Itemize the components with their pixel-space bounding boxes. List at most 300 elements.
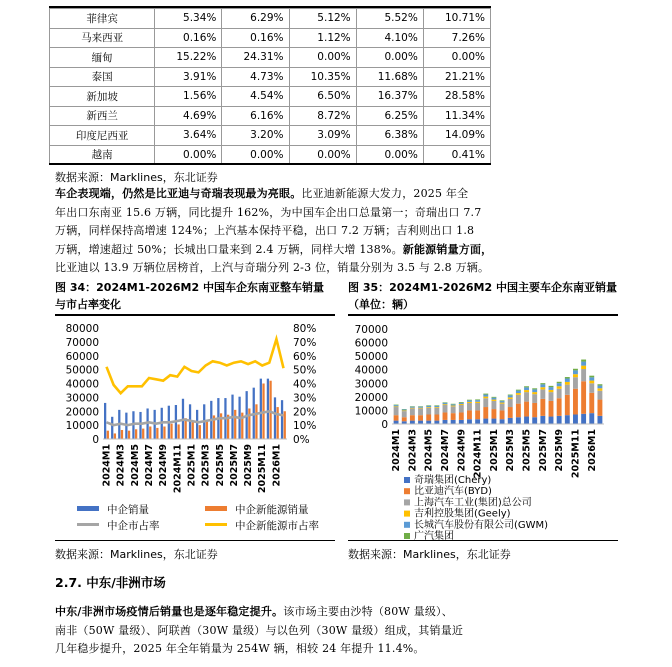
share-cell: 0.16% <box>155 28 222 48</box>
y-right-tick-label: 50% <box>293 364 317 377</box>
stacked-bar-segment <box>516 391 521 393</box>
share-cell: 0.00% <box>155 145 222 165</box>
x-tick-label: 2025M9 <box>243 444 255 487</box>
x-tick-label: 2025M5 <box>521 429 533 472</box>
share-cell: 4.54% <box>222 87 289 107</box>
stacked-bar-segment <box>426 405 431 406</box>
stacked-bar-segment <box>459 412 464 419</box>
stacked-bar-segment <box>565 379 570 382</box>
stacked-bar-segment <box>434 405 439 406</box>
table-row <box>50 106 491 126</box>
legend-label: 中企新能源市占率 <box>235 520 319 532</box>
share-cell: 0.00% <box>423 48 490 68</box>
stacked-bar-segment <box>508 395 513 397</box>
stacked-bar-segment <box>532 394 537 403</box>
x-tick-label: 2025M11 <box>257 444 269 494</box>
stacked-bar-segment <box>434 415 439 421</box>
stacked-bar-segment <box>451 406 456 413</box>
figure-35-title: 图 35：2024M1-2026M2 中国主要车企东南亚销量 （单位：辆） <box>348 281 617 311</box>
share-cell: 0.00% <box>222 145 289 165</box>
stacked-bar-segment <box>475 402 480 403</box>
y-left-tick-label: 50000 <box>65 364 99 377</box>
paragraph-automaker-performance: 车企表现端，仍然是比亚迪与奇瑞表现最为亮眼。比亚迪新能源大发力，2025 年全 年出口东南亚 15.6 万辆，同比提升 162%，为中国车企出口总量第一；奇瑞出口 7.7 万辆，同样保持高增速 124%；上汽基本保持平稳，出口 7.2 万辆；吉利则出口 1.8 万辆，增速超过 50%；长城出口量来到 2.4 万辆，同样大增 138%。新能源销量方面， 比亚迪以 13.9 万辆位居榜首，上汽与奇瑞分列 2-3 位，销量分别为 3.5 与 2.8 万辆。 <box>55 187 493 274</box>
stacked-bar-segment <box>532 392 537 394</box>
share-cell: 1.56% <box>155 87 222 107</box>
share-cell: 11.34% <box>423 106 490 126</box>
stacked-bar-segment <box>581 362 586 366</box>
y-left-tick-label: 80000 <box>65 323 99 335</box>
legend-label: 上海汽车工业(集团)总公司 <box>414 497 532 509</box>
fig34-bottom-rule <box>55 540 335 541</box>
country-cell: 印度尼西亚 <box>50 126 155 146</box>
bar-china-nev-sales <box>199 425 201 439</box>
country-cell: 马来西亚 <box>50 28 155 48</box>
stacked-bar-segment <box>483 419 488 424</box>
stacked-bar-segment <box>475 399 480 400</box>
x-tick-label: 2024M9 <box>456 429 468 472</box>
stacked-bar-segment <box>581 381 586 414</box>
bar-china-sales <box>267 379 269 439</box>
table-row <box>50 28 491 48</box>
share-cell: 5.34% <box>155 9 222 29</box>
y-right-tick-label: 30% <box>293 392 317 405</box>
stacked-bar-segment <box>557 386 562 388</box>
stacked-bar-segment <box>459 404 464 405</box>
stacked-bar-segment <box>597 384 602 385</box>
y-right-tick-label: 80% <box>293 323 317 335</box>
stacked-bar-segment <box>589 376 594 378</box>
stacked-bar-segment <box>557 398 562 416</box>
share-cell: 21.21% <box>423 67 490 87</box>
stacked-bar-segment <box>443 404 448 405</box>
stacked-bar-segment <box>451 406 456 407</box>
stacked-bar-segment <box>394 421 399 424</box>
share-cell: 3.64% <box>155 126 222 146</box>
stacked-bar-segment <box>483 407 488 419</box>
stacked-bar-segment <box>434 421 439 424</box>
legend-swatch <box>404 499 410 505</box>
x-tick-label: 2024M7 <box>144 444 155 487</box>
stacked-bar-segment <box>589 381 594 384</box>
stacked-bar-segment <box>500 400 505 401</box>
stacked-bar-segment <box>467 419 472 424</box>
source-note-left: 数据来源：Marklines，东北证券 <box>55 548 218 561</box>
x-tick-label: 2024M7 <box>440 429 451 472</box>
share-cell: 5.12% <box>289 9 356 29</box>
bar-china-nev-sales <box>121 430 123 439</box>
stacked-bar-segment <box>508 399 513 407</box>
table-row <box>50 87 491 107</box>
stacked-bar-segment <box>451 404 456 405</box>
stacked-bar-segment <box>410 408 415 415</box>
y-right-tick-label: 60% <box>293 350 317 363</box>
share-cell: 10.35% <box>289 67 356 87</box>
bar-china-nev-sales <box>234 410 236 439</box>
stacked-bar-segment <box>573 370 578 374</box>
stacked-bar-segment <box>410 408 415 409</box>
share-cell: 6.25% <box>356 106 423 126</box>
stacked-bar-segment <box>557 389 562 399</box>
bar-china-nev-sales <box>269 381 271 439</box>
y-left-tick-label: 40000 <box>65 378 99 391</box>
share-cell: 15.22% <box>155 48 222 68</box>
stacked-bar-segment <box>508 397 513 398</box>
stacked-bar-segment <box>540 399 545 416</box>
y-left-tick-label: 0 <box>92 434 99 446</box>
legend-label: 奇瑞集团(Chery) <box>414 475 492 486</box>
x-tick-label: 2024M3 <box>115 444 127 487</box>
table-row <box>50 145 491 165</box>
share-cell: 0.00% <box>289 48 356 68</box>
stacked-bar-segment <box>549 390 554 392</box>
paragraph-middle-east-africa: 中东/非洲市场疫情后销量也是逐年稳定提升。该市场主要由沙特（80W 量级）、 南非（50W 量级）、阿联酋（30W 量级）与以色列（30W 量级）组成，其销量近 几年稳步提升，2025 年全年销量为 254W 辆，相较 24 年提升 11.4%。 <box>55 605 464 655</box>
stacked-bar-segment <box>394 405 399 406</box>
stacked-bar-segment <box>589 383 594 393</box>
stacked-bar-segment <box>467 410 472 419</box>
share-cell: 11.68% <box>356 67 423 87</box>
stacked-bar-segment <box>434 406 439 407</box>
bar-china-nev-sales <box>284 411 286 439</box>
stacked-bar-segment <box>483 395 488 397</box>
stacked-bar-segment <box>394 407 399 415</box>
stacked-bar-segment <box>443 420 448 424</box>
share-cell: 0.00% <box>356 145 423 165</box>
y-tick-label: 40000 <box>354 364 388 377</box>
stacked-bar-segment <box>532 403 537 417</box>
stacked-bar-segment <box>565 377 570 378</box>
legend-swatch <box>404 522 410 528</box>
figure-35-chart <box>348 318 620 540</box>
stacked-bar-segment <box>508 395 513 396</box>
y-left-tick-label: 60000 <box>65 350 99 363</box>
stacked-bar-segment <box>524 392 529 402</box>
stacked-bar-segment <box>491 397 496 398</box>
bar-china-nev-sales <box>163 427 165 439</box>
stacked-bar-segment <box>410 415 415 420</box>
stacked-bar-segment <box>443 405 448 412</box>
share-cell: 4.10% <box>356 28 423 48</box>
stacked-bar-segment <box>434 408 439 415</box>
bar-china-sales <box>260 379 262 439</box>
stacked-bar-segment <box>540 387 545 389</box>
share-cell: 0.16% <box>222 28 289 48</box>
stacked-bar-segment <box>410 421 415 424</box>
stacked-bar-segment <box>532 388 537 389</box>
y-left-tick-label: 20000 <box>65 406 99 419</box>
stacked-bar-segment <box>597 388 602 390</box>
x-tick-label: 2024M3 <box>407 429 419 472</box>
y-right-tick-label: 70% <box>293 336 317 349</box>
stacked-bar-segment <box>573 374 578 377</box>
stacked-bar-segment <box>597 391 602 400</box>
stacked-bar-segment <box>549 401 554 417</box>
stacked-bar-segment <box>573 415 578 425</box>
stacked-bar-segment <box>557 383 562 386</box>
share-cell: 10.71% <box>423 9 490 29</box>
stacked-bar-segment <box>475 410 480 419</box>
country-cell: 越南 <box>50 145 155 165</box>
legend-swatch <box>404 488 410 494</box>
stacked-bar-segment <box>516 417 521 424</box>
y-left-tick-label: 10000 <box>65 420 99 433</box>
stacked-bar-segment <box>540 389 545 399</box>
stacked-bar-segment <box>500 419 505 424</box>
stacked-bar-segment <box>467 402 472 403</box>
share-cell: 6.29% <box>222 9 289 29</box>
stacked-bar-segment <box>491 409 496 419</box>
stacked-bar-segment <box>524 402 529 417</box>
country-cell: 新加坡 <box>50 87 155 107</box>
bar-china-nev-sales <box>277 407 279 439</box>
stacked-bar-segment <box>483 394 488 395</box>
share-cell: 16.37% <box>356 87 423 107</box>
bar-china-nev-sales <box>142 429 144 439</box>
paragraph-lead: 车企表现端，仍然是比亚迪与奇瑞表现最为亮眼。 <box>55 187 302 200</box>
stacked-bar-segment <box>410 407 415 408</box>
stacked-bar-segment <box>524 387 529 390</box>
line-china-nev-share <box>107 339 284 393</box>
bar-china-nev-sales <box>206 420 208 439</box>
y-left-tick-label: 70000 <box>65 336 99 349</box>
x-tick-label: 2026M1 <box>271 444 283 487</box>
bar-china-nev-sales <box>248 408 250 439</box>
bar-china-nev-sales <box>107 431 109 439</box>
share-cell: 1.12% <box>289 28 356 48</box>
legend-swatch <box>205 506 227 511</box>
y-right-tick-label: 0% <box>293 434 310 446</box>
table-row <box>50 126 491 146</box>
bar-china-nev-sales <box>170 424 172 439</box>
share-cell: 4.73% <box>222 67 289 87</box>
stacked-bar-segment <box>491 401 496 409</box>
stacked-bar-segment <box>581 369 586 381</box>
stacked-bar-segment <box>394 406 399 407</box>
bar-china-nev-sales <box>149 427 151 439</box>
stacked-bar-segment <box>516 390 521 391</box>
bar-china-nev-sales <box>255 404 257 439</box>
stacked-bar-segment <box>532 417 537 424</box>
stacked-bar-segment <box>500 404 505 411</box>
bar-china-sales <box>281 400 283 439</box>
stacked-bar-segment <box>573 369 578 371</box>
x-tick-label: 2024M1 <box>391 429 403 472</box>
stacked-bar-segment <box>394 415 399 420</box>
x-tick-label: 2025M7 <box>537 429 549 472</box>
stacked-bar-segment <box>443 412 448 419</box>
stacked-bar-segment <box>418 415 423 420</box>
country-cell: 缅甸 <box>50 48 155 68</box>
x-tick-label: 2024M5 <box>129 444 141 487</box>
share-cell: 3.09% <box>289 126 356 146</box>
table-bottom-rule <box>49 163 491 165</box>
stacked-bar-segment <box>508 418 513 424</box>
legend-swatch <box>77 506 99 511</box>
legend-label: 比亚迪汽车(BYD) <box>414 486 492 498</box>
country-cell: 菲律宾 <box>50 9 155 29</box>
stacked-bar-segment <box>418 421 423 424</box>
x-tick-label: 2025M7 <box>228 444 240 487</box>
share-cell: 7.26% <box>423 28 490 48</box>
stacked-bar-segment <box>426 415 431 421</box>
stacked-bar-segment <box>565 395 570 415</box>
x-tick-label: 2025M11 <box>570 429 582 479</box>
stacked-bar-segment <box>573 389 578 415</box>
stacked-bar-segment <box>508 407 513 418</box>
y-tick-label: 50000 <box>354 351 388 364</box>
stacked-bar-segment <box>581 360 586 362</box>
stacked-bar-segment <box>597 400 602 416</box>
stacked-bar-segment <box>516 404 521 418</box>
y-tick-label: 30000 <box>354 378 388 391</box>
stacked-bar-segment <box>597 416 602 424</box>
stacked-bar-segment <box>589 393 594 413</box>
share-cell: 3.91% <box>155 67 222 87</box>
x-tick-label: 2024M1 <box>101 444 113 487</box>
stacked-bar-segment <box>540 384 545 387</box>
legend-label: 中企市占率 <box>107 520 160 532</box>
legend-label: 长城汽车股份有限公司(GWM) <box>414 519 549 531</box>
stacked-bar-segment <box>459 403 464 404</box>
y-tick-label: 0 <box>381 419 388 431</box>
stacked-bar-segment <box>426 421 431 424</box>
stacked-bar-segment <box>557 416 562 424</box>
share-cell: 6.50% <box>289 87 356 107</box>
y-tick-label: 60000 <box>354 337 388 350</box>
source-note-right: 数据来源：Marklines，东北证券 <box>348 548 511 561</box>
x-tick-label: 2025M9 <box>554 429 566 472</box>
bar-china-nev-sales <box>114 433 116 439</box>
stacked-bar-segment <box>467 400 472 401</box>
stacked-bar-segment <box>500 401 505 402</box>
share-cell: 6.38% <box>356 126 423 146</box>
stacked-bar-segment <box>500 403 505 404</box>
stacked-bar-segment <box>418 408 423 415</box>
bar-china-sales <box>196 410 198 439</box>
section-title: 2.7. 中东/非洲市场 <box>55 575 166 590</box>
table-row <box>50 9 491 29</box>
bar-china-sales <box>139 412 141 439</box>
figure-34-title: 图 34：2024M1-2026M2 中国车企东南亚整车销量 与市占率变化 <box>55 281 324 311</box>
y-right-tick-label: 10% <box>293 420 317 433</box>
y-right-tick-label: 20% <box>293 406 317 419</box>
x-tick-label: 2025M5 <box>214 444 226 487</box>
stacked-bar-segment <box>549 386 554 387</box>
bar-china-nev-sales <box>192 422 194 439</box>
stacked-bar-segment <box>451 404 456 405</box>
stacked-bar-segment <box>402 409 407 410</box>
stacked-bar-segment <box>573 377 578 389</box>
stacked-bar-segment <box>418 407 423 408</box>
stacked-bar-segment <box>524 417 529 424</box>
stacked-bar-segment <box>557 382 562 383</box>
stacked-bar-segment <box>589 413 594 424</box>
stacked-bar-segment <box>500 410 505 419</box>
stacked-bar-segment <box>549 392 554 401</box>
stacked-bar-segment <box>475 403 480 410</box>
stacked-bar-segment <box>451 413 456 420</box>
legend-label: 广汽集团 <box>414 531 454 540</box>
stacked-bar-segment <box>402 417 407 421</box>
legend-swatch <box>404 477 410 483</box>
stacked-bar-segment <box>402 411 407 417</box>
stacked-bar-segment <box>459 402 464 403</box>
y-tick-label: 20000 <box>354 391 388 404</box>
stacked-bar-segment <box>418 408 423 409</box>
stacked-bar-segment <box>483 398 488 407</box>
share-cell: 0.00% <box>289 145 356 165</box>
stacked-bar-segment <box>540 383 545 384</box>
legend-label: 吉利控股集团(Geely) <box>414 508 511 520</box>
stacked-bar-segment <box>565 415 570 424</box>
stacked-bar-segment <box>451 420 456 424</box>
x-tick-label: 2025M3 <box>200 444 212 487</box>
bar-china-nev-sales <box>177 424 179 439</box>
x-tick-label: 2025M1 <box>488 429 500 472</box>
stacked-bar-segment <box>443 402 448 403</box>
stacked-bar-segment <box>467 400 472 401</box>
table-row <box>50 67 491 87</box>
stacked-bar-segment <box>581 366 586 369</box>
stacked-bar-segment <box>589 377 594 380</box>
share-cell: 4.69% <box>155 106 222 126</box>
stacked-bar-segment <box>467 403 472 410</box>
x-tick-label: 2026M1 <box>586 429 598 472</box>
share-cell: 28.58% <box>423 87 490 107</box>
stacked-bar-segment <box>426 407 431 408</box>
fig35-top-rule <box>348 314 618 316</box>
stacked-bar-segment <box>434 407 439 408</box>
y-tick-label: 70000 <box>354 324 388 336</box>
bar-china-nev-sales <box>128 431 130 439</box>
bar-china-sales <box>111 417 113 439</box>
share-cell: 24.31% <box>222 48 289 68</box>
stacked-bar-segment <box>565 382 570 385</box>
share-cell: 0.00% <box>356 48 423 68</box>
legend-label: 中企销量 <box>107 504 149 516</box>
y-right-tick-label: 40% <box>293 378 317 391</box>
legend-swatch <box>404 511 410 517</box>
x-tick-label: 2025M3 <box>505 429 517 472</box>
bar-china-sales <box>274 397 276 439</box>
y-tick-label: 10000 <box>354 405 388 418</box>
stacked-bar-segment <box>516 393 521 395</box>
bar-china-sales <box>104 403 106 439</box>
legend-label: 中企新能源销量 <box>235 504 309 516</box>
stacked-bar-segment <box>483 397 488 399</box>
share-cell: 3.20% <box>222 126 289 146</box>
bar-china-nev-sales <box>156 428 158 439</box>
stacked-bar-segment <box>581 414 586 424</box>
stacked-bar-segment <box>475 419 480 424</box>
stacked-bar-segment <box>491 419 496 424</box>
figure-34-chart <box>55 318 337 540</box>
legend-swatch <box>404 533 410 539</box>
stacked-bar-segment <box>524 390 529 392</box>
stacked-bar-segment <box>426 406 431 407</box>
stacked-bar-segment <box>549 387 554 390</box>
stacked-bar-segment <box>597 386 602 389</box>
source-note-top: 数据来源：Marklines，东北证券 <box>55 171 218 184</box>
x-tick-label: 2024M9 <box>158 444 170 487</box>
share-cell: 14.09% <box>423 126 490 146</box>
stacked-bar-segment <box>532 389 537 392</box>
market-share-table <box>49 8 491 165</box>
stacked-bar-segment <box>524 386 529 387</box>
bar-china-nev-sales <box>135 429 137 439</box>
share-cell: 6.16% <box>222 106 289 126</box>
stacked-bar-segment <box>516 395 521 404</box>
x-tick-label: 2024M5 <box>423 429 435 472</box>
